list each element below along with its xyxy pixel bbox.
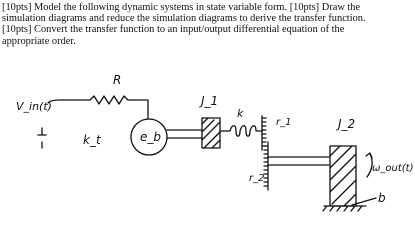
problem-line-3: [10pts] Convert the transfer function to an input/output differential equation of the bbox=[2, 24, 345, 36]
gear-radius-1-label: r_1 bbox=[276, 117, 292, 128]
gear-constant-label: k_t bbox=[83, 133, 101, 147]
gear-radius-2-label: r_2 bbox=[249, 173, 265, 184]
resistor-symbol bbox=[90, 96, 128, 104]
inertia-1-label: J_1 bbox=[201, 94, 219, 108]
inertia-2-label: J_2 bbox=[338, 117, 356, 131]
ground-terminal bbox=[38, 128, 46, 148]
spring-label: k bbox=[237, 107, 244, 120]
damping-label: b bbox=[378, 191, 386, 205]
output-shaft bbox=[268, 157, 330, 165]
problem-line-2: simulation diagrams and reduce the simulation diagrams to derive the transfer function. bbox=[2, 13, 366, 25]
back-emf-label: e_b bbox=[140, 130, 161, 144]
problem-line-1: [10pts] Model the following dynamic systems in state variable form. [10pts] Draw the bbox=[2, 2, 361, 13]
motor-shaft bbox=[167, 130, 202, 138]
input-voltage-label: V_in(t) bbox=[16, 100, 52, 113]
spring-symbol bbox=[220, 126, 262, 137]
resistor-label: R bbox=[113, 73, 122, 87]
input-wire bbox=[48, 100, 90, 103]
problem-line-4: appropriate order. bbox=[2, 35, 76, 47]
output-speed-label: ω_out(t) bbox=[372, 163, 414, 174]
damper-ground bbox=[323, 206, 366, 211]
motor-wire-top bbox=[128, 100, 148, 118]
